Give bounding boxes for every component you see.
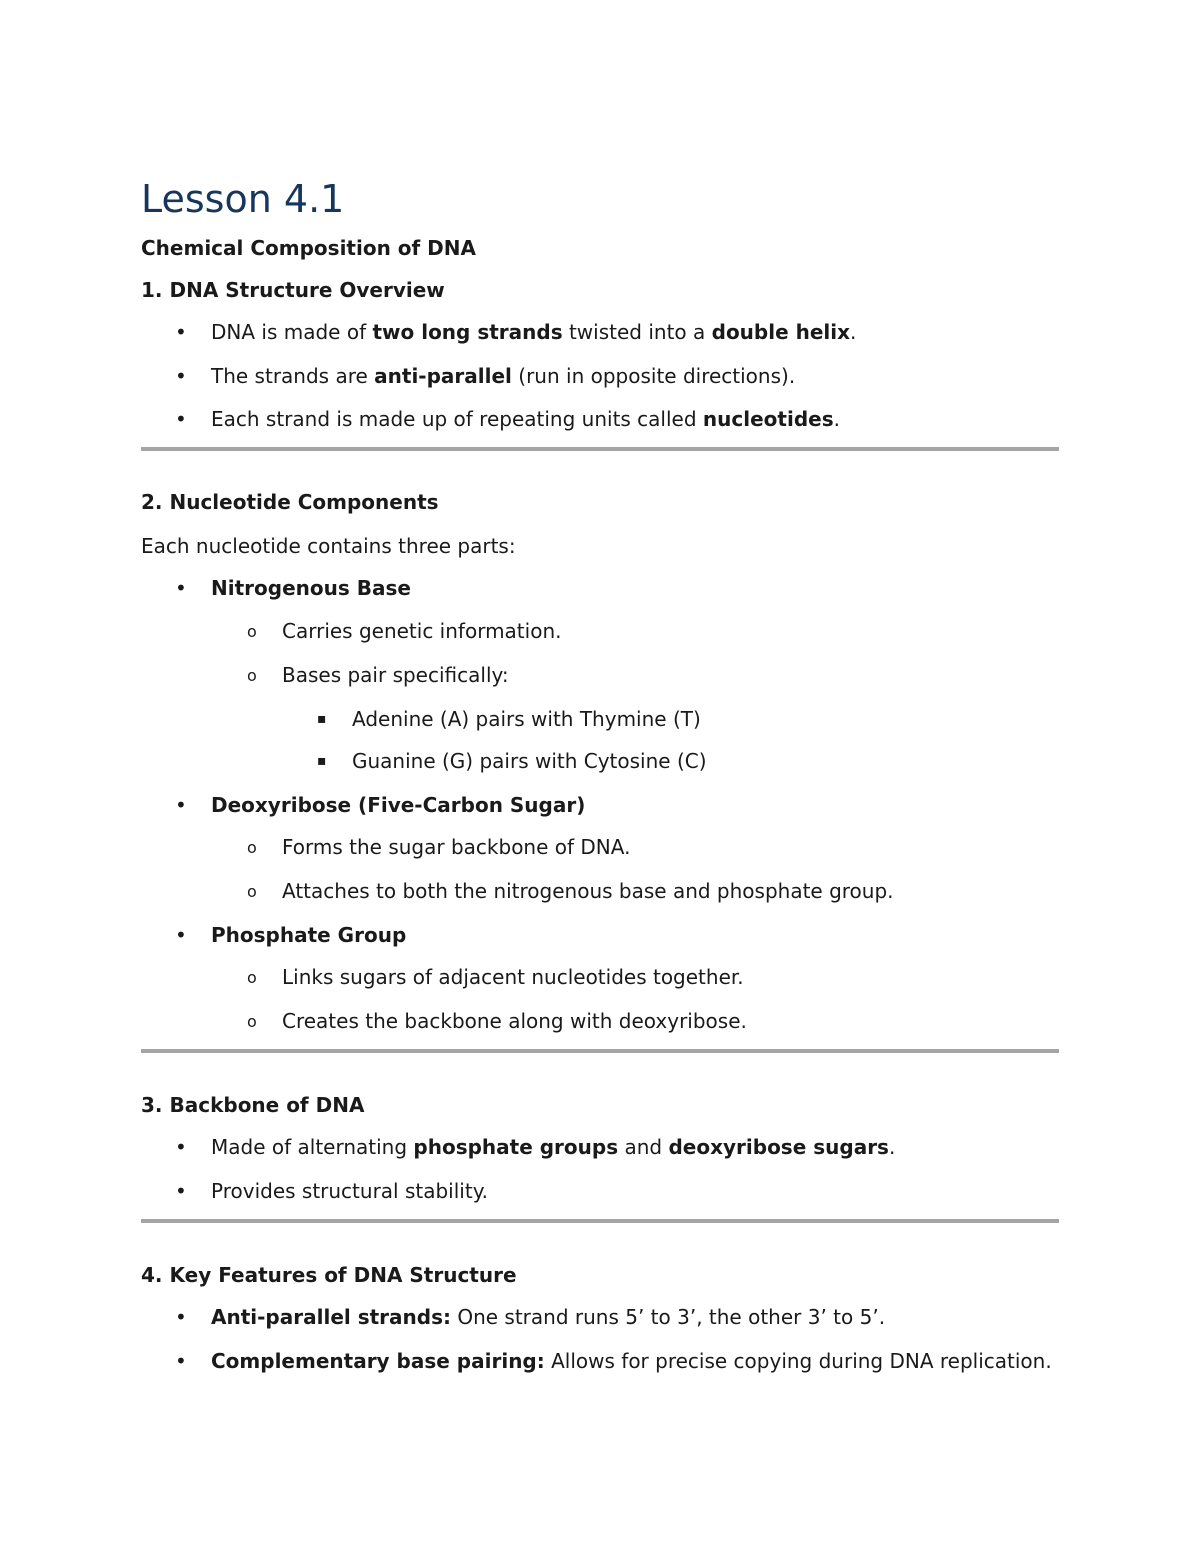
list-item: • Complementary base pairing: Allows for precise copying during DNA replication. xyxy=(175,1349,1052,1373)
section-4-heading: 4. Key Features of DNA Structure xyxy=(141,1263,517,1287)
bullet-icon: • xyxy=(175,1349,187,1373)
list-item: • Provides structural stability. xyxy=(175,1179,489,1203)
bullet-icon: • xyxy=(175,1305,187,1329)
list-item: • Made of alternating phosphate groups and deoxyribose sugars. xyxy=(175,1135,896,1159)
circle-bullet-icon: o xyxy=(247,622,257,641)
list-item: • Deoxyribose (Five-Carbon Sugar) xyxy=(175,793,586,817)
list-item: o Carries genetic information. xyxy=(247,619,562,643)
bullet-icon: • xyxy=(175,576,187,600)
circle-bullet-icon: o xyxy=(247,1012,257,1031)
square-bullet-icon: ▪ xyxy=(317,753,327,769)
list-item: o Bases pair specifically: xyxy=(247,663,509,687)
bullet-icon: • xyxy=(175,364,187,388)
square-bullet-icon: ▪ xyxy=(317,711,327,727)
circle-bullet-icon: o xyxy=(247,968,257,987)
circle-bullet-icon: o xyxy=(247,838,257,857)
bullet-icon: • xyxy=(175,320,187,344)
section-2-heading: 2. Nucleotide Components xyxy=(141,490,439,514)
bullet-icon: • xyxy=(175,407,187,431)
lesson-subtitle: Chemical Composition of DNA xyxy=(141,236,476,260)
bullet-icon: • xyxy=(175,923,187,947)
bullet-icon: • xyxy=(175,793,187,817)
section-2-intro: Each nucleotide contains three parts: xyxy=(141,534,516,558)
list-item: o Forms the sugar backbone of DNA. xyxy=(247,835,631,859)
list-item: ▪ Guanine (G) pairs with Cytosine (C) xyxy=(317,749,707,773)
bullet-icon: • xyxy=(175,1179,187,1203)
list-item: • The strands are anti-parallel (run in opposite directions). xyxy=(175,364,796,388)
lesson-title: Lesson 4.1 xyxy=(141,177,345,221)
list-item: o Attaches to both the nitrogenous base and phosphate group. xyxy=(247,879,894,903)
list-item: • Nitrogenous Base xyxy=(175,576,411,600)
section-3-heading: 3. Backbone of DNA xyxy=(141,1093,365,1117)
document-page xyxy=(141,170,1059,1375)
circle-bullet-icon: o xyxy=(247,882,257,901)
bullet-icon: • xyxy=(175,1135,187,1159)
list-item: • DNA is made of two long strands twisted into a double helix. xyxy=(175,320,857,344)
horizontal-divider xyxy=(141,1219,1059,1223)
list-item: • Anti-parallel strands: One strand runs 5’ to 3’, the other 3’ to 5’. xyxy=(175,1305,886,1329)
list-item: o Links sugars of adjacent nucleotides together. xyxy=(247,965,744,989)
list-item: • Each strand is made up of repeating units called nucleotides. xyxy=(175,407,840,431)
circle-bullet-icon: o xyxy=(247,666,257,685)
list-item: • Phosphate Group xyxy=(175,923,407,947)
section-1-heading: 1. DNA Structure Overview xyxy=(141,278,445,302)
horizontal-divider xyxy=(141,447,1059,451)
horizontal-divider xyxy=(141,1049,1059,1053)
list-item: o Creates the backbone along with deoxyribose. xyxy=(247,1009,747,1033)
list-item: ▪ Adenine (A) pairs with Thymine (T) xyxy=(317,707,701,731)
